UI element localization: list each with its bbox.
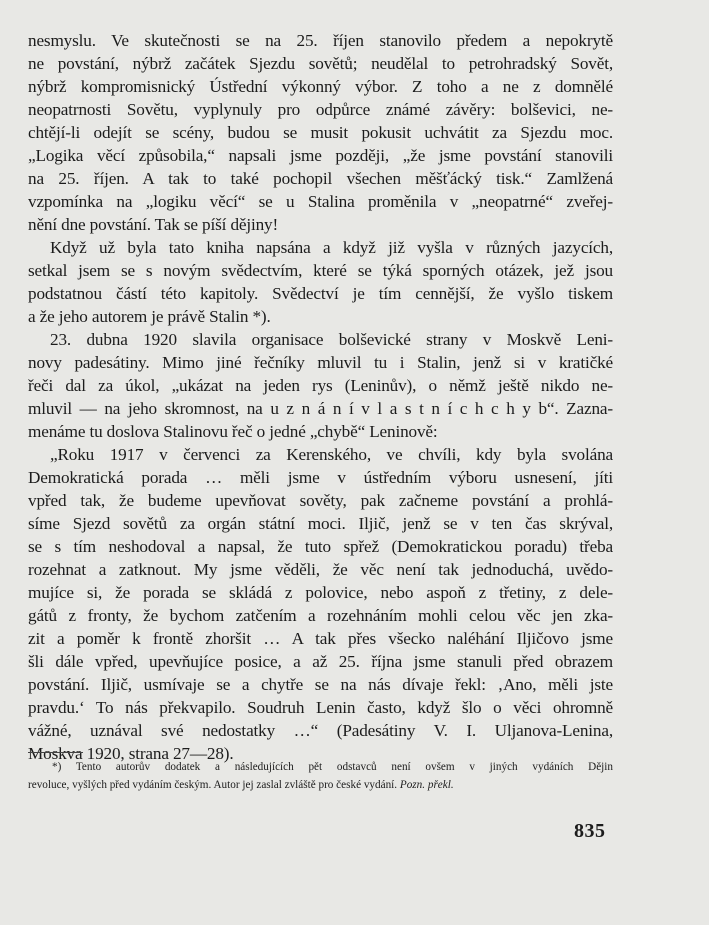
- text-line: podstatnou částí této kapitoly. Svědectví je tím cennější, že vyšlo tiskem: [28, 284, 613, 304]
- text-line: novy padesátiny. Mimo jiné řečníky mluvil tu i Stalin, jenž si v kratičké: [28, 353, 613, 373]
- footnote-line: [28, 758, 613, 776]
- text-line: menáme tu doslova Stalinovu řeč o jedné „chybě“ Leninově:: [28, 422, 438, 442]
- text-line: mujíce si, že porada se skládá z polovice, nebo aspoň z třetiny, z dele-: [28, 583, 613, 603]
- footnote-line: [28, 776, 613, 794]
- footnote-text: revoluce, vyšlých před vydáním českým. Autor jej zaslal zvláště pro české vydání.: [28, 779, 400, 791]
- text-line: nění dne povstání. Tak se píší dějiny!: [28, 215, 279, 235]
- text-line: Když už byla tato kniha napsána a když již vyšla v různých jazycích,: [50, 238, 613, 258]
- footnote-text: *) Tento autorův dodatek a následujících pět odstavců není ovšem v jiných vydáních Dějin: [52, 761, 613, 773]
- text-line: neopatrnosti Sovětu, vyplynuly pro odpůrce známé závěry: bolševici, ne-: [28, 100, 613, 120]
- text-line: nýbrž kompromisnický Ústřední výkonný výbor. Z toho a ne z domnělé: [28, 77, 613, 97]
- text-line: vzpomínka na „logiku věcí“ se u Stalina proměnila v „neopatrné“ zveřej-: [28, 192, 613, 212]
- translator-note: Pozn. překl.: [399, 779, 454, 791]
- body-text: [28, 29, 613, 766]
- text-line: a že jeho autorem je právě Stalin *).: [28, 307, 271, 327]
- text-line: 23. dubna 1920 slavila organisace bolševické strany v Moskvě Leni-: [50, 330, 613, 350]
- text-line: rozehnat a zatknout. My jsme věděli, že věc není tak jednoduchá, uvědo-: [28, 560, 613, 580]
- text-line: povstání. Iljič, usmívaje se a chytře se na nás dívaje řekl: ‚Ano, měli jste: [28, 675, 613, 695]
- text-line: mluvil — na jeho skromnost, na u z n á n í v l a s t n í c h c h y b“. Zazna-: [28, 399, 613, 419]
- text-line: nesmyslu. Ve skutečnosti se na 25. říjen stanovilo předem a nepokrytě: [28, 31, 613, 50]
- text-line: řeči dal za úkol, „ukázat na jeden rys (Leninův), o němž ještě nikdo ne-: [28, 376, 613, 396]
- text-line: síme Sjezd sovětů za orgán státní moci. Iljič, jenž se v ten čas skrýval,: [28, 514, 613, 534]
- text-line: vpřed tak, že budeme upevňovat sověty, pak začneme povstání a prohlá-: [28, 491, 613, 511]
- text-line: gátů z fronty, že bychom zatčením a rozehnáním mohli celou věc jen zka-: [28, 606, 613, 626]
- text-line: setkal jsem se s novým svědectvím, které se týká sporných otázek, jež jsou: [28, 261, 613, 281]
- text-line: šli dále vpřed, upevňujíce posice, a až 25. října jsme stanuli před obrazem: [28, 652, 613, 672]
- text-line: na 25. říjen. A tak to také pochopil všechen měšťácký tisk.“ Zamlžená: [28, 169, 613, 189]
- text-line: se s tím neshodoval a napsal, že tuto spřež (Demokratickou poradu) třeba: [28, 537, 613, 557]
- text-line: „Logika věcí způsobila,“ napsali jsme později, „že jsme povstání stanovili: [28, 146, 613, 166]
- text-line: pravdu.‘ To nás překvapilo. Soudruh Lenin často, když šlo o věci ohromně: [28, 698, 613, 718]
- text-line: zit a poměr k frontě zhoršit … A tak přes všecko naléhání Iljičovo jsme: [28, 629, 613, 649]
- text-line: ne povstání, nýbrž začátek Sjezdu sovětů; neudělal to petrohradský Sovět,: [28, 54, 613, 74]
- text-line: Demokratická porada … měli jsme v ústředním výboru usnesení, jíti: [28, 468, 613, 488]
- text-line: chtějí-li odejít se scény, budou se musit pokusit uchvátit za Sjezdu moc.: [28, 123, 613, 143]
- text-line: „Roku 1917 v červenci za Kerenského, ve chvíli, kdy byla svolána: [50, 445, 613, 465]
- text-line: vážné, uznával své nedostatky …“ (Padesátiny V. I. Uljanova-Lenina,: [28, 721, 613, 741]
- footnote: [28, 758, 613, 794]
- text-line: Moskva 1920, strana 27—28).: [28, 744, 234, 764]
- footnote-divider: [28, 752, 83, 753]
- page-number: 835: [574, 820, 606, 842]
